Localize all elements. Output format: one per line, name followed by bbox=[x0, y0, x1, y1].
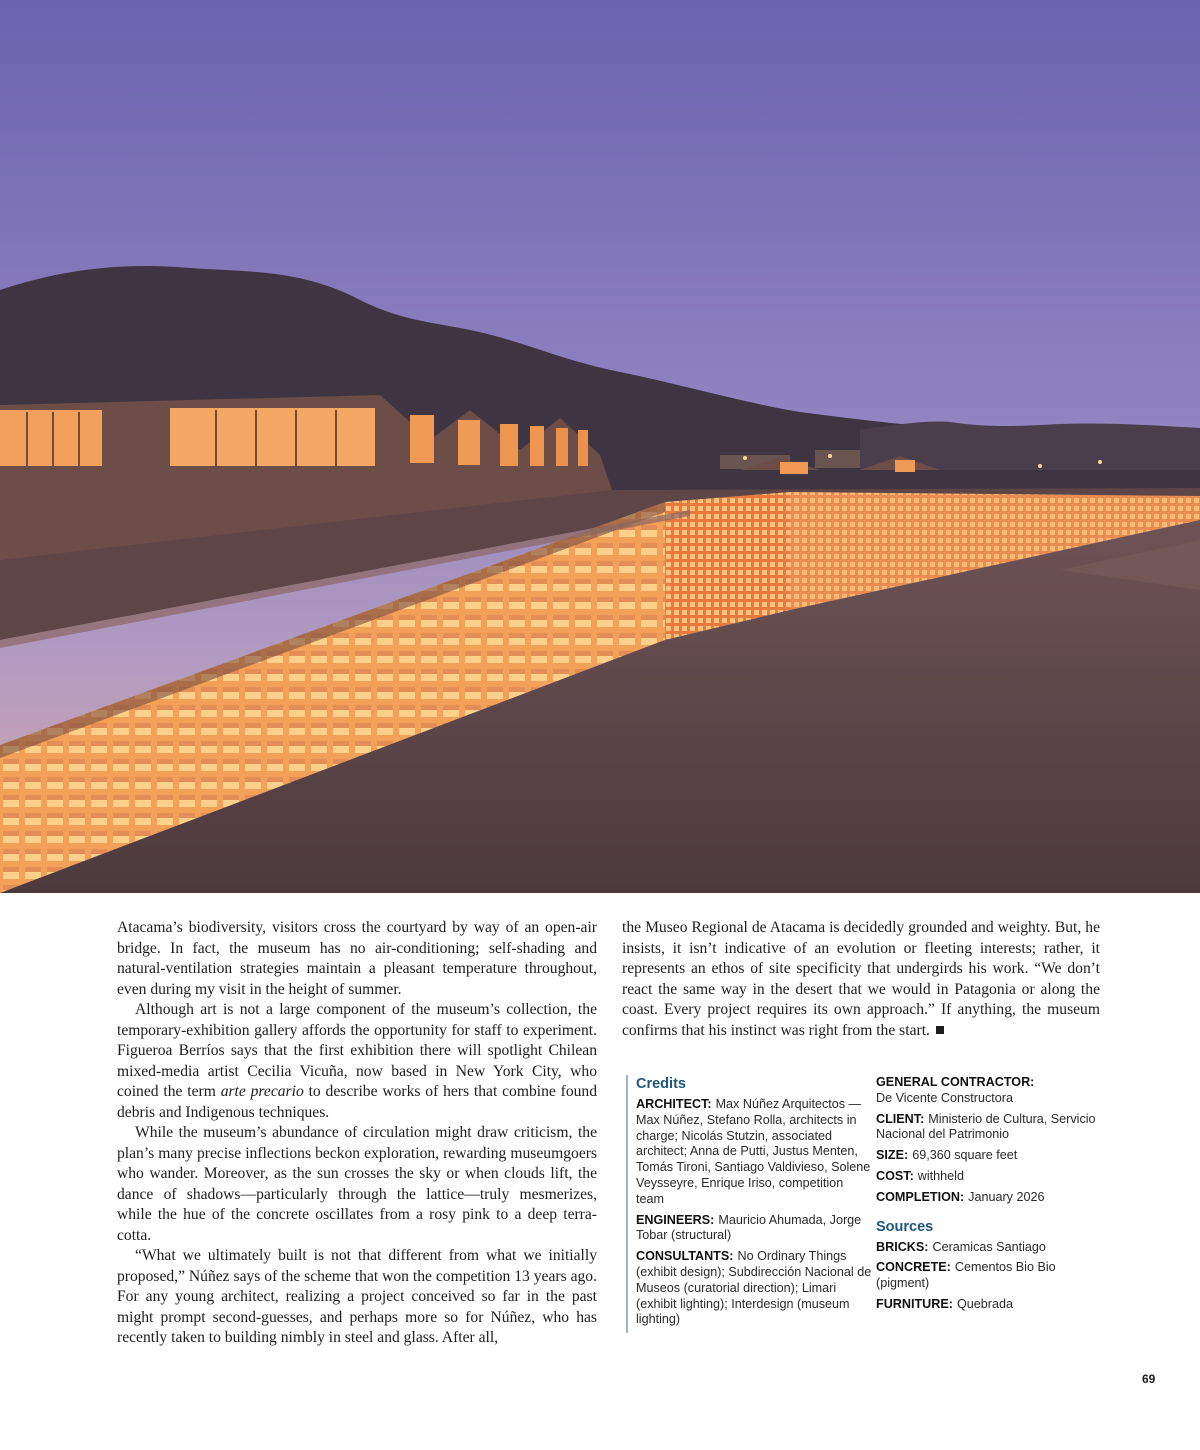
credit-label: COST: bbox=[876, 1168, 914, 1183]
credit-value: January 2026 bbox=[968, 1189, 1045, 1204]
source-value: Ceramicas Santiago bbox=[932, 1239, 1046, 1254]
source-label: FURNITURE: bbox=[876, 1296, 953, 1311]
credit-value: 69,360 square feet bbox=[912, 1148, 1018, 1163]
credit-label: CLIENT: bbox=[876, 1111, 925, 1126]
credit-value: Ministerio de Cultura, Servicio Nacional del Patrimonio bbox=[876, 1111, 1096, 1142]
credits-heading: Credits bbox=[636, 1076, 686, 1092]
article-column-left bbox=[117, 918, 597, 1349]
body-text: the Museo Regional de Atacama is decidedly grounded and weighty. But, he insists, it isn’t indicative of an evolution or fleeting interests; rather, it represents an ethos of site specificity that undergirds his work. “We don’t react the same way in the desert that we would in Patagonia or along the coast. Every project requires its own approach.” If anything, the museum confirms that his instinct was right from the start. bbox=[622, 919, 1100, 1039]
body-text: Although art is not a large component of the museum’s collection, the temporary-exhibition gallery affords the opportunity for staff to experiment. Figueroa Berríos says that the first exhibition there will spotlight Chilean mixed-media artist Cecilia Vicuña, now based in New York City, who coined the term bbox=[117, 1001, 597, 1100]
credit-architect bbox=[636, 1097, 872, 1208]
source-label: BRICKS: bbox=[876, 1239, 929, 1254]
body-text: to describe works of hers that combine found debris and Indigenous techniques. bbox=[117, 1083, 598, 1121]
body-paragraph: Atacama’s biodiversity, visitors cross the courtyard by way of an open-air bridge. In fact, the museum has no air-conditioning; self-shading and natural-ventilation strategies maintain a pleasant temperature throughout, even during my visit in the height of summer. bbox=[117, 919, 597, 998]
credit-size bbox=[876, 1148, 1106, 1164]
credit-consultants bbox=[636, 1249, 872, 1328]
body-paragraph bbox=[117, 1000, 597, 1123]
credit-value: withheld bbox=[917, 1168, 964, 1183]
italic-term: arte precario bbox=[220, 1083, 304, 1100]
credit-label: GENERAL CONTRACTOR: bbox=[876, 1075, 1035, 1089]
credit-value: De Vicente Constructora bbox=[876, 1090, 1013, 1105]
source-furniture bbox=[876, 1297, 1106, 1313]
credit-client bbox=[876, 1112, 1106, 1144]
source-value: Cementos Bio Bio (pigment) bbox=[876, 1260, 1056, 1291]
sources-heading: Sources bbox=[876, 1218, 934, 1235]
credit-general-contractor bbox=[876, 1075, 1106, 1107]
credit-label: SIZE: bbox=[876, 1148, 909, 1163]
body-paragraph: “What we ultimately built is not that different from what we initially proposed,” Núñez says of the scheme that won the competition 13 years ago. For any young architect, realizing a project conceived so far in the past might prompt second-guesses, and perhaps more so for Núñez, who has recently taken to building nimbly in steel and glass. After all, bbox=[117, 1247, 597, 1346]
credit-label: COMPLETION: bbox=[876, 1189, 965, 1204]
credits-box bbox=[626, 1075, 872, 1333]
credit-value: No Ordinary Things (exhibit design); Subdirección Nacional de Museos (curatorial direction); Limari (exhibit lighting); Interdesign (museum lighting) bbox=[636, 1249, 872, 1327]
credits-box-right bbox=[876, 1075, 1106, 1318]
credit-completion bbox=[876, 1190, 1106, 1206]
credit-label: ENGINEERS: bbox=[636, 1212, 715, 1227]
credit-label: ARCHITECT: bbox=[636, 1097, 712, 1111]
source-bricks bbox=[876, 1240, 1106, 1256]
source-value: Quebrada bbox=[956, 1296, 1013, 1311]
credit-value: Mauricio Ahumada, Jorge Tobar (structural) bbox=[636, 1212, 862, 1243]
credit-label: CONSULTANTS: bbox=[636, 1249, 734, 1264]
body-paragraph: While the museum’s abundance of circulation might draw criticism, the plan’s many precise inflections beckon exploration, rewarding museumgoers who wander. Moreover, as the sun crosses the sky or when clouds lift, the dance of shadows—particularly through the lattice—truly mesmerizes, while the hue of the concrete oscillates from a rosy pink to a deep terra-cotta. bbox=[117, 1124, 597, 1244]
body-paragraph bbox=[622, 918, 1100, 1041]
credit-cost bbox=[876, 1169, 1106, 1185]
page-number: 69 bbox=[1142, 1372, 1156, 1386]
article-column-right bbox=[622, 918, 1100, 1041]
source-concrete bbox=[876, 1260, 1106, 1292]
credit-engineers bbox=[636, 1213, 872, 1245]
end-mark-icon bbox=[936, 1026, 944, 1034]
credit-value: Max Núñez Arquitectos — Max Núñez, Stefano Rolla, architects in charge; Nicolás Stutzin, associated architect; Anna de Putti, Justus Menten, Tomás Tironi, Santiago Valdivieso, Solene Veysseyre, Enrique Iriso, competition team bbox=[636, 1097, 871, 1206]
source-label: CONCRETE: bbox=[876, 1260, 951, 1275]
